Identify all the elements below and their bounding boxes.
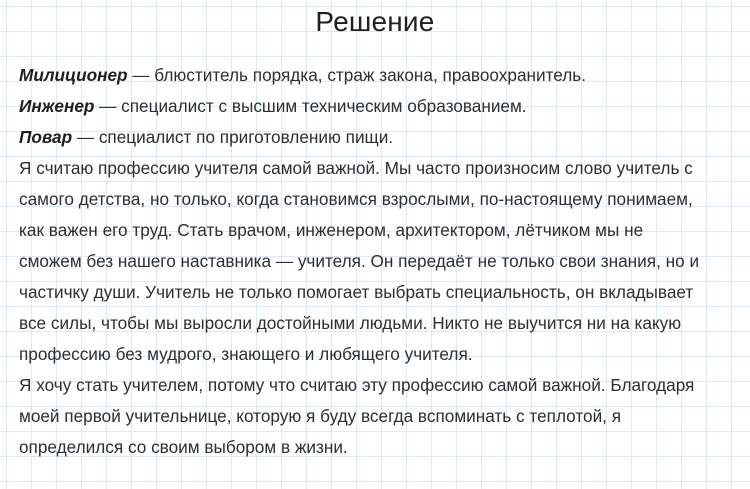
essay-line: частичку души. Учитель не только помогает выбрать специальность, он вкладывает xyxy=(19,282,694,302)
essay-line: моей первой учительнице, которую я буду всегда вспоминать с теплотой, я xyxy=(19,406,622,426)
essay-line: Я хочу стать учителем, потому что считаю эту профессию самой важной. Благодаря xyxy=(19,375,695,395)
essay-line: все силы, чтобы мы выросли достойными людьми. Никто не выучится ни на какую xyxy=(19,313,682,333)
essay-line: Я считаю профессию учителя самой важной. Мы часто произносим слово учитель с xyxy=(19,158,693,178)
essay-line: сможем без нашего наставника — учителя. Он передаёт не только свои знания, но и xyxy=(19,251,700,271)
definition-militsioner xyxy=(19,60,744,91)
definition-term: Милиционер xyxy=(19,65,128,85)
definition-term: Инженер xyxy=(19,96,95,116)
page-title: Решение xyxy=(315,6,435,37)
definition-text: — специалист по приготовлению пищи. xyxy=(72,127,394,147)
definition-text: — блюститель порядка, страж закона, правоохранитель. xyxy=(127,65,587,85)
definition-term: Повар xyxy=(19,127,73,147)
essay-line: определился со своим выбором в жизни. xyxy=(19,437,348,457)
definition-povar xyxy=(19,122,744,153)
definition-text: — специалист с высшим техническим образованием. xyxy=(94,96,527,116)
essay-line: профессию без мудрого, знающего и любящего учителя. xyxy=(19,344,473,364)
solution-text xyxy=(19,60,744,463)
essay-line: как важен его труд. Стать врачом, инженером, архитектором, лётчиком мы не xyxy=(19,220,644,240)
essay-line: самого детства, но только, когда становимся взрослыми, по-настоящему понимаем, xyxy=(19,189,693,209)
definition-inzhener xyxy=(19,91,744,122)
